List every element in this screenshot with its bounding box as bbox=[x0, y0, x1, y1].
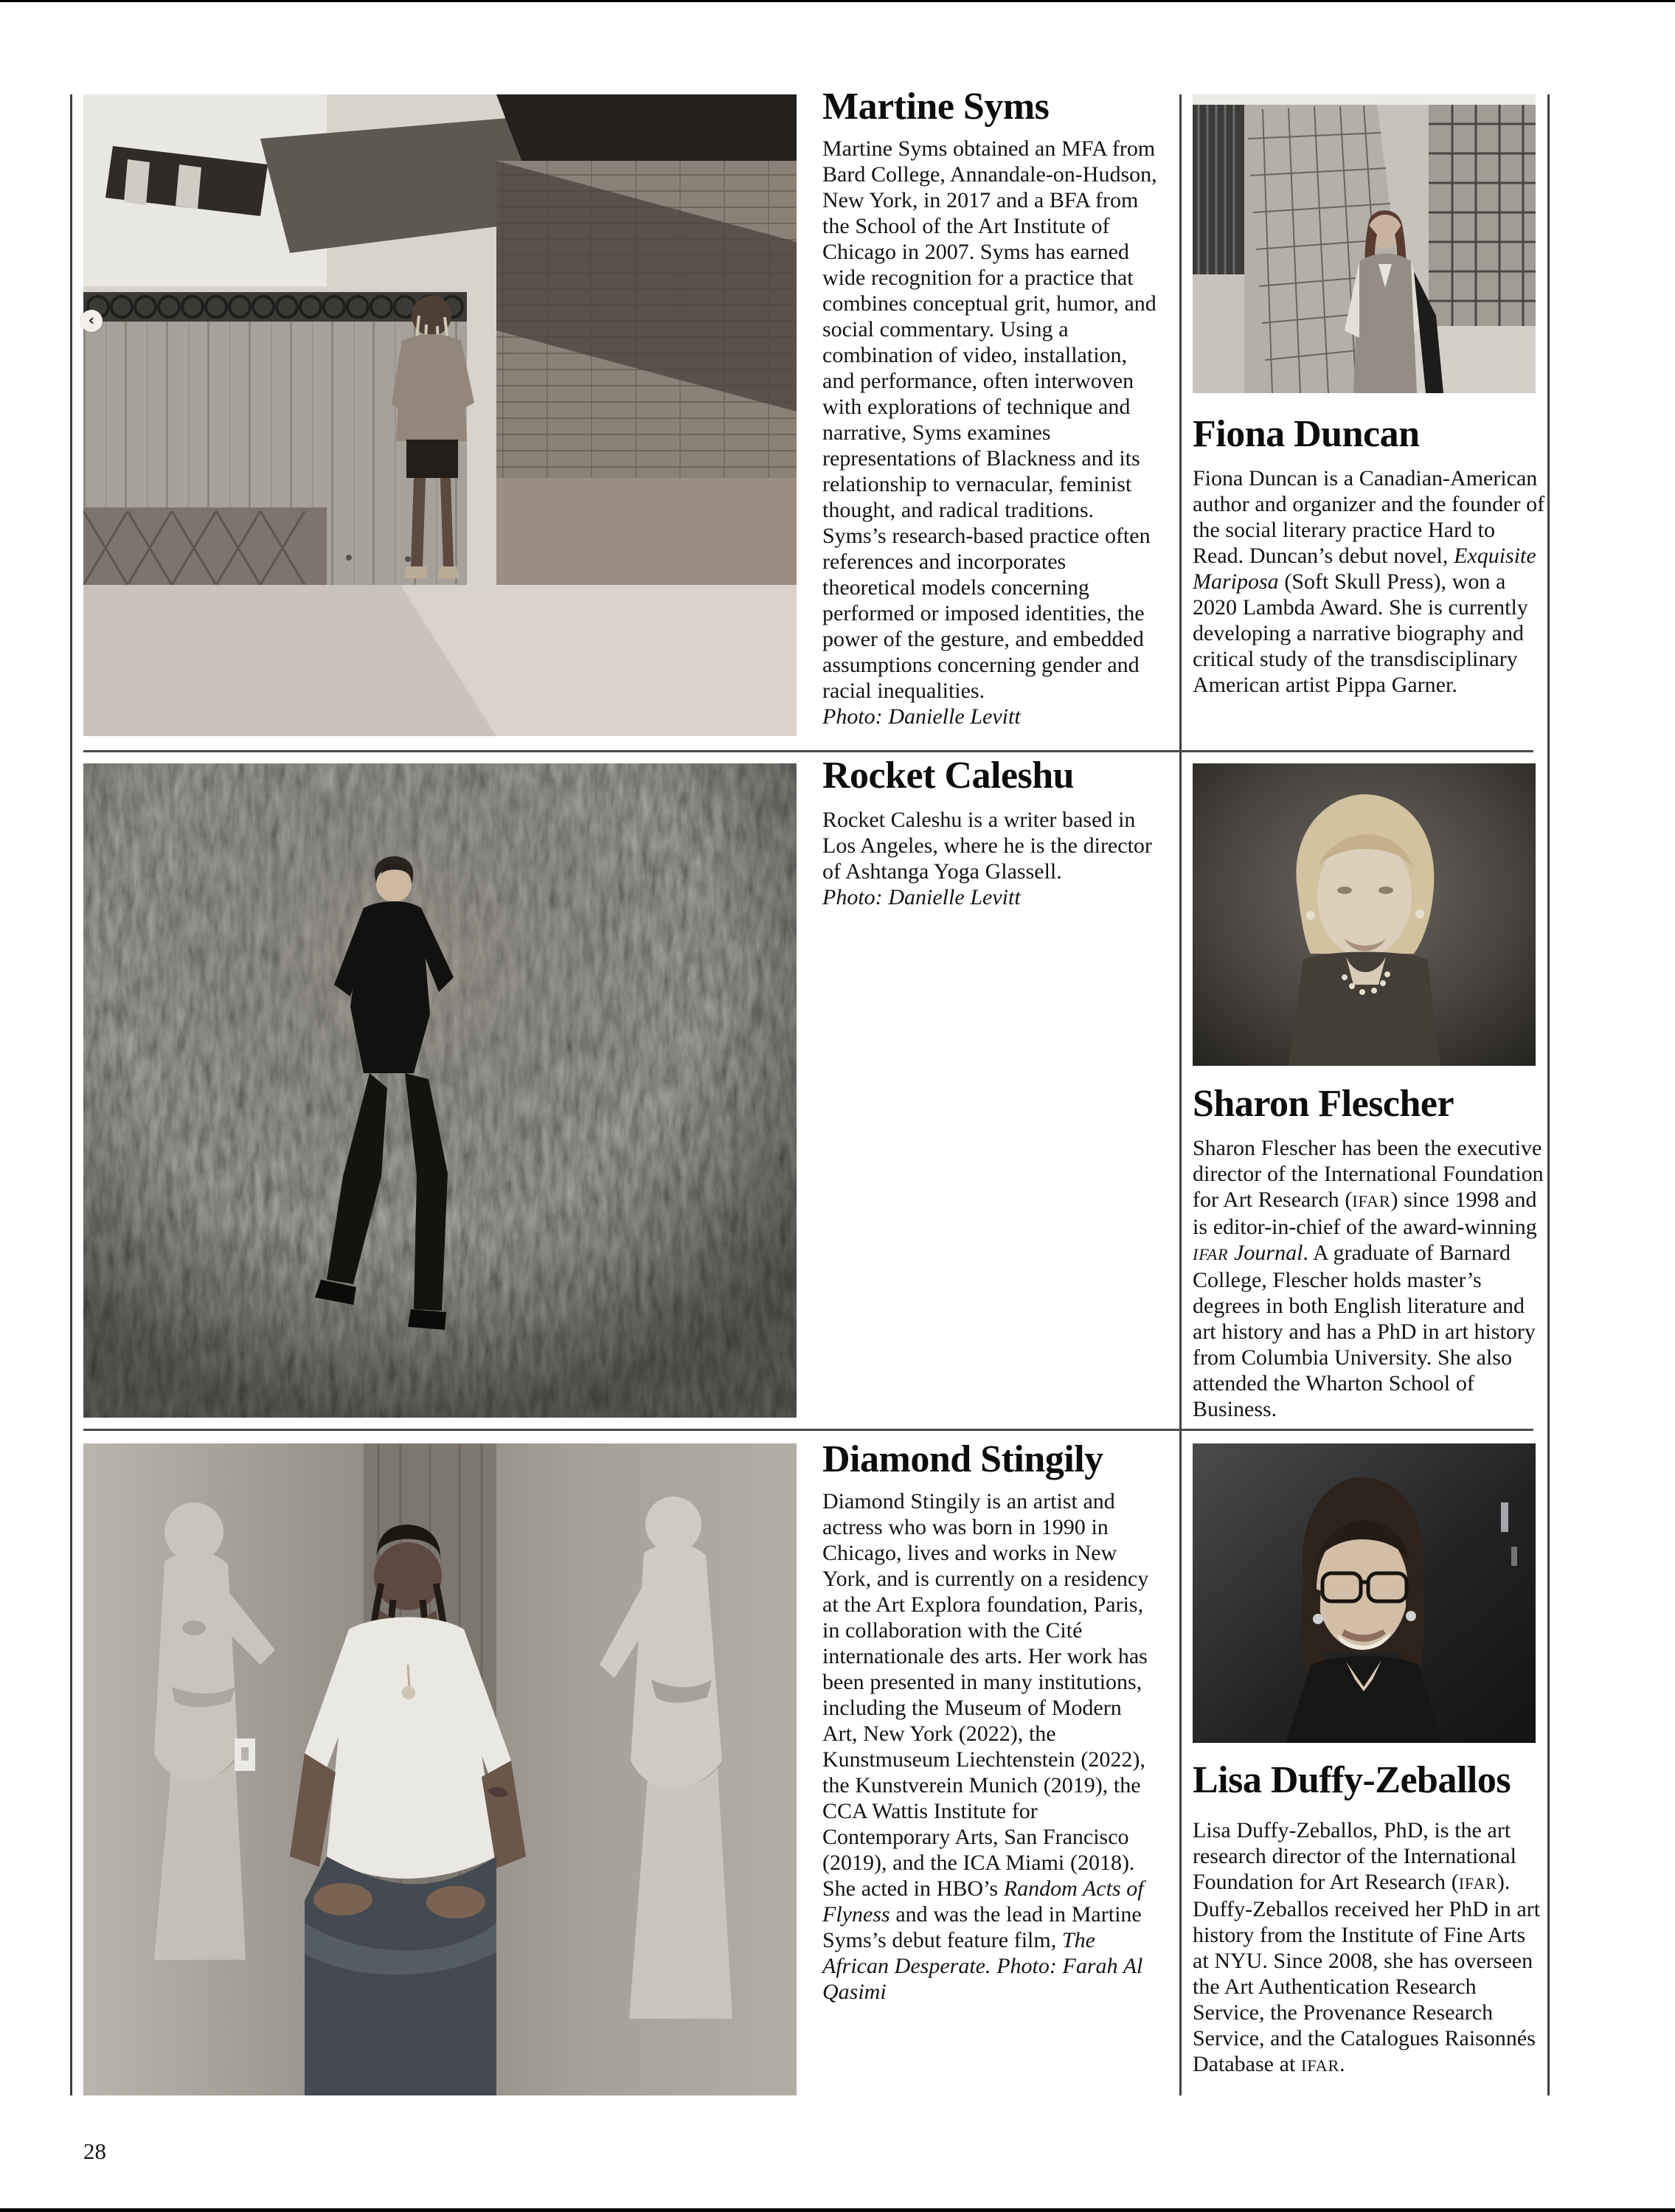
bottom-page-edge-rule bbox=[0, 2208, 1675, 2212]
carousel-previous-button[interactable] bbox=[80, 310, 103, 332]
bio-paragraph: Diamond Stingily is an artist and actress who was born in 1990 in Chicago, lives and works in New York, and is currently on a residency at the Art Explora foundation, Paris, in collaboration with the Cité internationale des arts. Her work has been presented in many institutions, including the Museum of Modern Art, New York (2022), the Kunstmuseum Liechtenstein (2022), the Kunstverein Munich (2019), the CCA Wattis Institute for Contemporary Arts, San Francisco (2019), and the ICA Miami (2018). She acted in HBO’s Random Acts of Flyness and was the lead in Martine Syms’s debut feature film, The African Desperate. Photo: Farah Al Qasimi bbox=[822, 1489, 1149, 2004]
contributor-bio-diamond-stingily bbox=[822, 1488, 1159, 2005]
sharon-flescher-photo bbox=[1193, 763, 1536, 1066]
diamond-stingily-photo-illustration bbox=[83, 1443, 797, 2095]
contributor-name-diamond-stingily: Diamond Stingily bbox=[822, 1438, 1103, 1480]
bio-paragraph: Martine Syms obtained an MFA from Bard College, Annandale-on-Hudson, New York, in 2017 and a BFA from the School of the Art Institute of Chicago in 2007. Syms has earned wide recognition for a practice that combines conceptual grit, humor, and social commentary. Using a combination of video, installation, and performance, often interwoven with explorations of technique and narrative, Syms examines representations of Blackness and its relationship to vernacular, feminist thought, and radical traditions. Syms’s research-based practice often references and incorporates theoretical models concerning performed or imposed identities, the power of the gesture, and embedded assumptions concerning gender and racial inequalities. bbox=[822, 136, 1157, 703]
martine-syms-photo bbox=[83, 94, 797, 736]
page-number: 28 bbox=[83, 2138, 106, 2164]
rocket-caleshu-photo bbox=[83, 763, 797, 1418]
lisa-duffy-zeballos-photo-illustration bbox=[1193, 1443, 1536, 1743]
sharon-portrait-silhouette bbox=[1289, 794, 1440, 1066]
contributor-bio-lisa-duffy-zeballos bbox=[1193, 1817, 1545, 2078]
contributor-bio-rocket-caleshu bbox=[822, 807, 1159, 910]
bio-paragraph: Lisa Duffy-Zeballos, PhD, is the art research director of the International Foundation for Art Research (IFAR). Duffy-Zeballos received her PhD in art history from the Institute of Fine Arts at NYU. Since 2008, she has overseen the Art Authentication Research Service, the Provenance Research Service, and the Catalogues Raisonnés Database at IFAR. bbox=[1193, 1818, 1541, 2076]
top-page-edge-rule bbox=[0, 0, 1675, 2]
lisa-duffy-zeballos-photo bbox=[1193, 1443, 1536, 1743]
row-divider-2 bbox=[83, 1429, 1533, 1431]
contributor-name-fiona-duncan: Fiona Duncan bbox=[1193, 413, 1420, 455]
bio-paragraph: Rocket Caleshu is a writer based in Los Angeles, where he is the director of Ashtanga Yoga Glassell. bbox=[822, 808, 1152, 884]
contributor-name-lisa-duffy-zeballos: Lisa Duffy-Zeballos bbox=[1193, 1759, 1511, 1801]
fiona-duncan-photo bbox=[1193, 94, 1536, 393]
contributor-name-sharon-flescher: Sharon Flescher bbox=[1193, 1083, 1454, 1125]
rocket-caleshu-photo-illustration bbox=[83, 763, 797, 1418]
right-column-rule bbox=[1547, 94, 1550, 2095]
bio-paragraph: Photo: Danielle Levitt bbox=[822, 704, 1021, 729]
fiona-duncan-photo-illustration bbox=[1193, 94, 1536, 393]
bio-paragraph: Fiona Duncan is a Canadian-American author and organizer and the founder of the social literary practice Hard to Read. Duncan’s debut novel, Exquisite Mariposa (Soft Skull Press), won a 2020 Lambda Award. She is currently developing a narrative biography and critical study of the transdisciplinary American artist Pippa Garner. bbox=[1193, 466, 1545, 697]
sharon-flescher-photo-illustration bbox=[1193, 763, 1536, 1066]
contributor-bio-martine-syms bbox=[822, 136, 1159, 729]
martine-syms-photo-illustration bbox=[83, 94, 797, 736]
bio-paragraph: Photo: Danielle Levitt bbox=[822, 885, 1021, 909]
row-divider-1 bbox=[83, 750, 1533, 752]
diamond-stingily-photo bbox=[83, 1443, 797, 2095]
contributor-name-martine-syms: Martine Syms bbox=[822, 86, 1050, 128]
chevron-left-icon: ‹ bbox=[88, 311, 95, 329]
contributor-bio-fiona-duncan bbox=[1193, 465, 1545, 698]
contributor-bio-sharon-flescher bbox=[1193, 1135, 1545, 1422]
bio-paragraph: Sharon Flescher has been the executive director of the International Foundation for Art Research (IFAR) since 1998 and is editor-in-chief of the award-winning IFAR Journal. A graduate of Barnard College, Flescher holds master’s degrees in both English literature and art history and has a PhD in art history from Columbia University. She also attended the Wharton School of Business. bbox=[1193, 1136, 1544, 1421]
center-column-divider bbox=[1179, 94, 1182, 2095]
left-column-rule bbox=[70, 94, 72, 2095]
contributor-name-rocket-caleshu: Rocket Caleshu bbox=[822, 755, 1075, 797]
